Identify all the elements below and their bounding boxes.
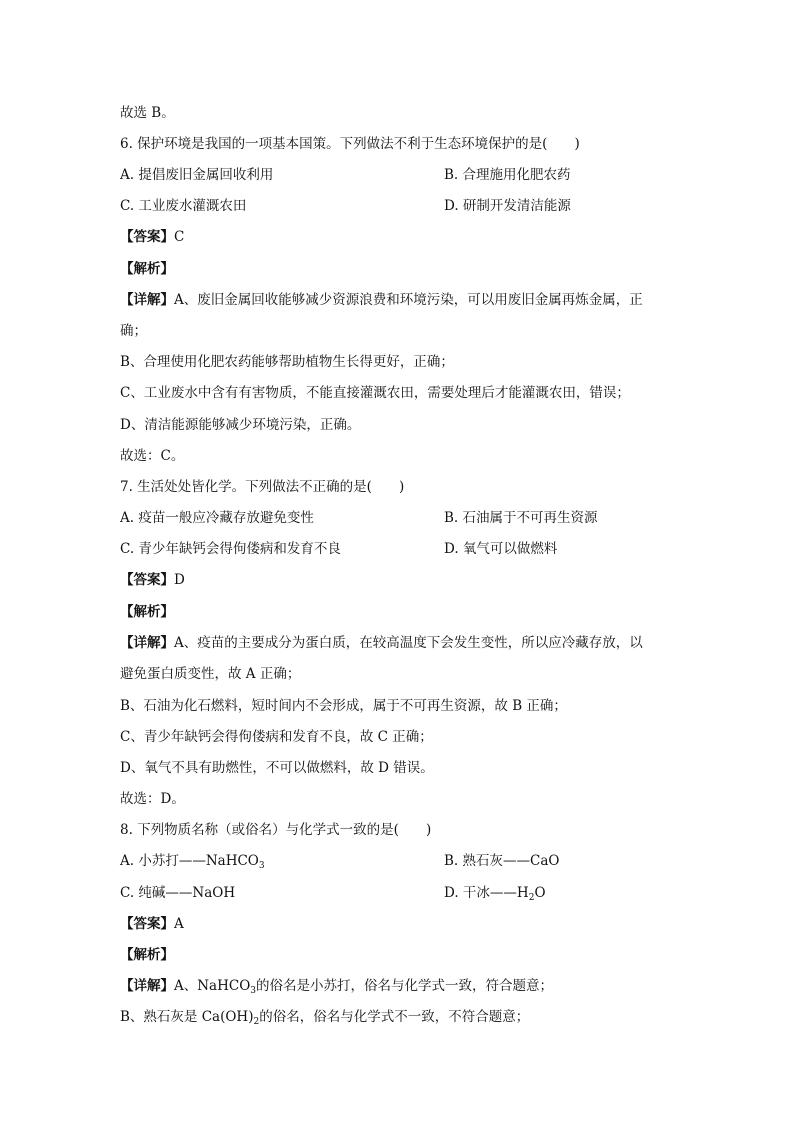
q6-detail-1-text: A、废旧金属回收能够减少资源浪费和环境污染，可以用废旧金属再炼金属，正 <box>174 292 643 308</box>
q6-detail-4: D、清洁能源能够减少环境污染，正确。 <box>120 417 361 433</box>
q6-detail-1-cont: 确； <box>120 323 147 339</box>
q6-option-b: B. 合理施用化肥农药 <box>444 167 571 183</box>
q7-stem: 7. 生活处处皆化学。下列做法不正确的是( ) <box>120 479 405 495</box>
q7-detail-1 <box>120 633 643 653</box>
q7-detail-2: B、石油为化石燃料，短时间内不会形成，属于不可再生资源，故 B 正确； <box>120 698 567 714</box>
q7-option-c: C. 青少年缺钙会得佝偻病和发育不良 <box>120 541 341 557</box>
q7-detail-1-cont: 避免蛋白质变性，故 A 正确； <box>120 666 301 682</box>
q7-answer-label: 【答案】 <box>120 572 174 588</box>
q7-analysis-label: 【解析】 <box>120 604 174 620</box>
q8-option-d-text-end: O <box>534 885 546 901</box>
q6-answer-value: C <box>174 229 185 245</box>
q7-detail-3: C、青少年缺钙会得佝偻病和发育不良，故 C 正确； <box>120 729 433 745</box>
q8-detail-2-text: B、熟石灰是 Ca(OH) <box>120 1009 254 1025</box>
q8-detail-2-text-end: 的俗名，俗名与化学式不一致，不符合题意； <box>259 1009 530 1025</box>
q6-conclusion: 故选：C。 <box>120 448 185 464</box>
q6-detail-label: 【详解】 <box>120 292 174 308</box>
q8-answer-value: A <box>174 916 184 932</box>
q8-option-a <box>120 851 265 871</box>
q8-detail-1-text-end: 的俗名是小苏打，俗名与化学式一致，符合题意； <box>256 978 554 994</box>
q7-conclusion: 故选：D。 <box>120 791 185 807</box>
q6-answer-label: 【答案】 <box>120 229 174 245</box>
q8-option-d-subscript: 2 <box>528 893 535 903</box>
previous-conclusion: 故选 B。 <box>120 105 175 121</box>
q8-option-b: B. 熟石灰——CaO <box>444 853 560 869</box>
q8-analysis-label: 【解析】 <box>120 947 174 963</box>
q6-detail-2: B、合理使用化肥农药能够帮助植物生长得更好，正确； <box>120 354 454 370</box>
q8-stem: 8. 下列物质名称（或俗名）与化学式一致的是( ) <box>120 822 432 838</box>
q8-option-a-text: A. 小苏打——NaHCO <box>120 853 259 869</box>
q8-answer <box>120 914 184 934</box>
q6-option-a: A. 提倡废旧金属回收利用 <box>120 167 274 183</box>
q8-detail-1-text: A、NaHCO <box>174 978 251 994</box>
q8-detail-2-subscript: 2 <box>253 1017 260 1027</box>
q8-option-a-subscript: 3 <box>258 861 265 871</box>
q7-detail-label: 【详解】 <box>120 635 174 651</box>
q8-option-d <box>444 883 546 903</box>
q8-detail-1 <box>120 976 553 996</box>
q7-answer <box>120 570 185 590</box>
q7-option-a: A. 疫苗一般应冷藏存放避免变性 <box>120 510 314 526</box>
q8-detail-2 <box>120 1007 529 1027</box>
q8-option-d-text: D. 干冰——H <box>444 885 529 901</box>
q8-option-c: C. 纯碱——NaOH <box>120 885 236 901</box>
q6-stem: 6. 保护环境是我国的一项基本国策。下列做法不利于生态环境保护的是( ) <box>120 136 580 152</box>
q7-detail-1-text: A、疫苗的主要成分为蛋白质，在较高温度下会发生变性，所以应冷藏存放，以 <box>174 635 643 651</box>
q8-detail-label: 【详解】 <box>120 978 174 994</box>
q6-answer <box>120 227 184 247</box>
q7-answer-value: D <box>174 572 185 588</box>
q8-answer-label: 【答案】 <box>120 916 174 932</box>
q6-option-c: C. 工业废水灌溉农田 <box>120 198 247 214</box>
q6-detail-3: C、工业废水中含有有害物质，不能直接灌溉农田，需要处理后才能灌溉农田，错误； <box>120 385 630 401</box>
q7-detail-4: D、氧气不具有助燃性，不可以做燃料，故 D 错误。 <box>120 760 434 776</box>
q6-detail-1 <box>120 290 643 310</box>
q6-option-d: D. 研制开发清洁能源 <box>444 198 571 214</box>
q6-analysis-label: 【解析】 <box>120 261 174 277</box>
q8-detail-1-subscript: 3 <box>250 986 257 996</box>
q7-option-d: D. 氧气可以做燃料 <box>444 541 558 557</box>
q7-option-b: B. 石油属于不可再生资源 <box>444 510 598 526</box>
